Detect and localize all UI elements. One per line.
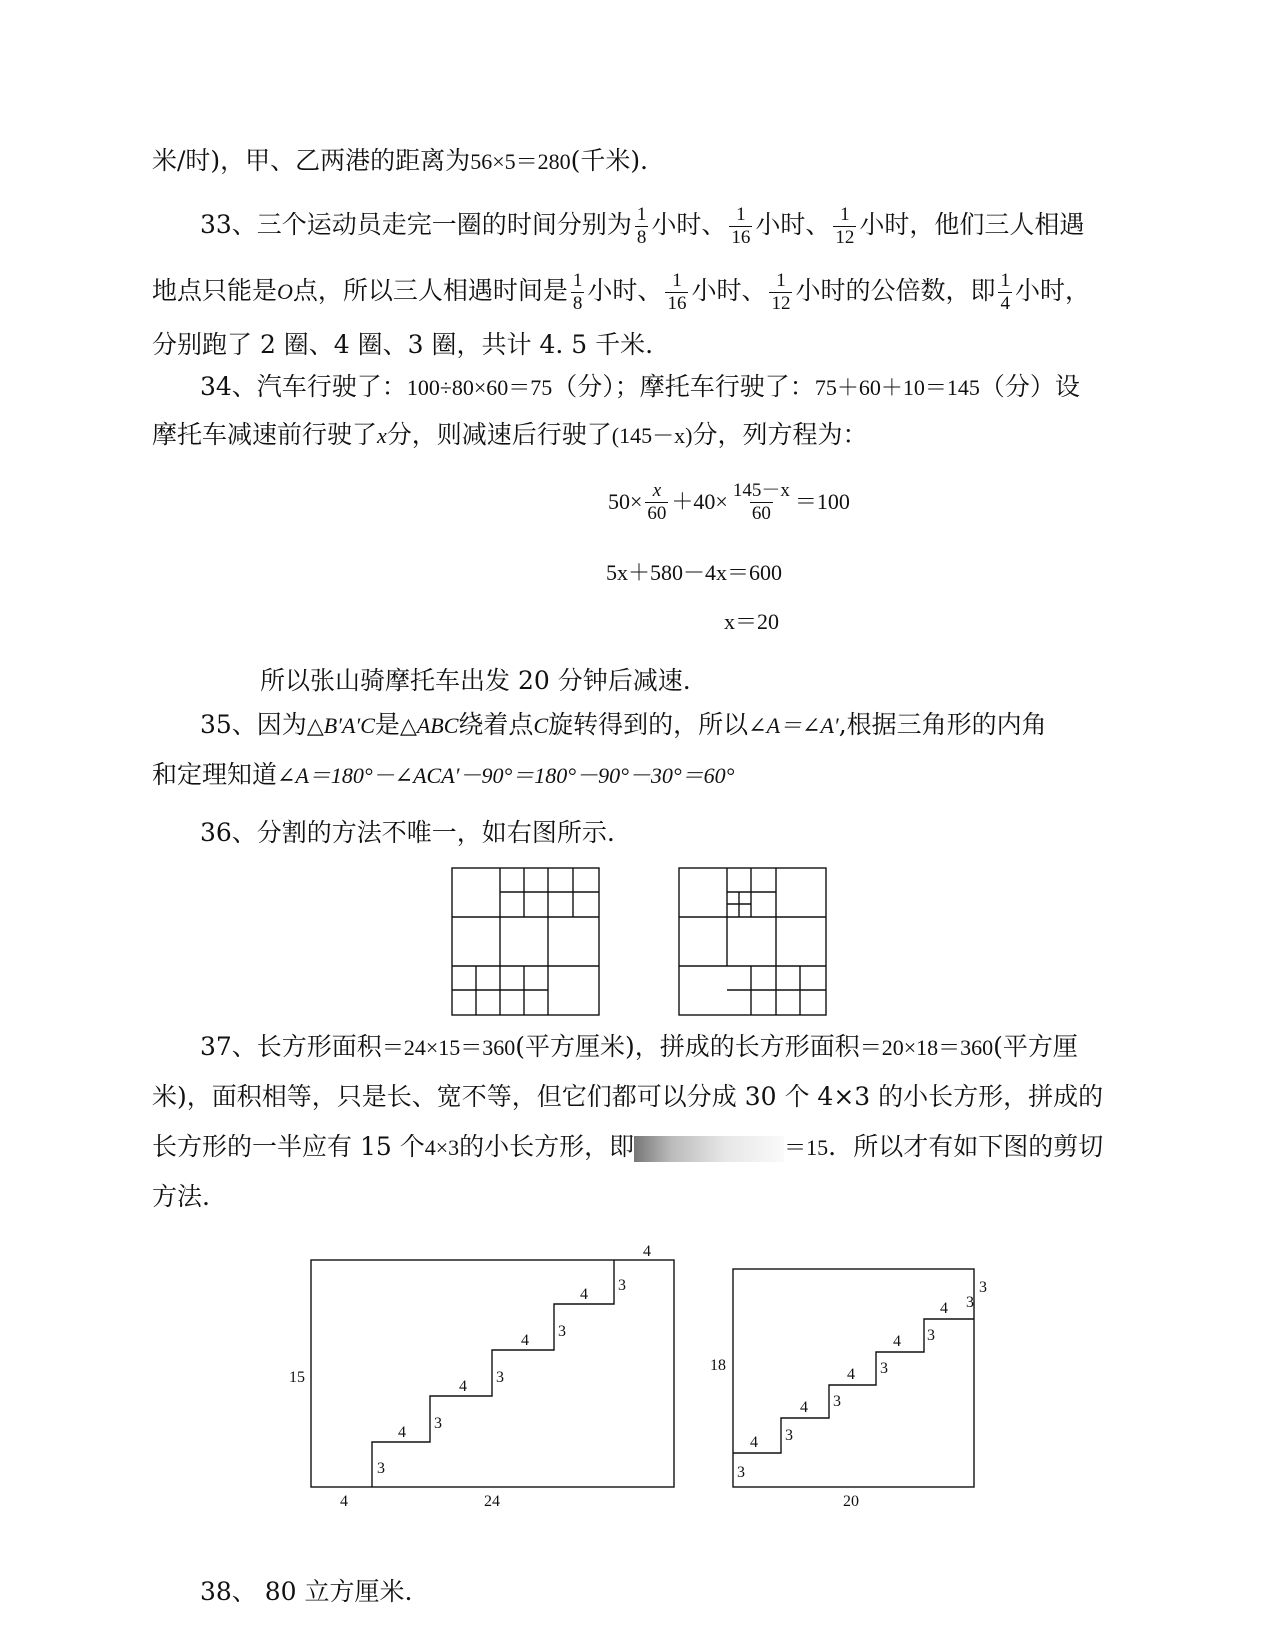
- label-20: 20: [843, 1493, 859, 1510]
- text: 即: [609, 1132, 635, 1161]
- step-label: 4: [847, 1366, 855, 1383]
- text: 地点只能是: [152, 276, 278, 305]
- text: 小时、: [691, 276, 767, 305]
- math: △ABC: [399, 713, 459, 738]
- math: C: [533, 713, 549, 738]
- text: ,根据三角形的内角: [838, 710, 1047, 739]
- text: 36、分割的方法不唯一，如右图所示.: [200, 818, 615, 847]
- text: (千米)．: [570, 146, 666, 175]
- text: 33、三个运动员走完一圈的时间分别为: [200, 210, 632, 239]
- math: ＝15: [784, 1135, 829, 1160]
- text: 34、汽车行驶了：: [200, 372, 407, 401]
- step-label: 4: [750, 1434, 758, 1451]
- math: O: [277, 279, 293, 304]
- fraction: $\frac{1}{8}$: [572, 270, 583, 314]
- fraction: $\frac{x}{60}$: [647, 480, 667, 524]
- text: 米/时)，甲、乙两港的距离为: [152, 146, 471, 175]
- math: ∠A＝∠A′: [748, 713, 839, 738]
- step-label: 4: [893, 1333, 901, 1350]
- step-label: 3: [737, 1464, 745, 1481]
- text: 和定理知道: [152, 760, 278, 789]
- text: 是: [374, 710, 400, 739]
- step-label: 3: [966, 1294, 974, 1311]
- fraction: $\frac{1}{4}$: [1000, 270, 1010, 314]
- math: x: [377, 423, 387, 448]
- text: 所以张山骑摩托车出发 20 分钟后减速.: [260, 666, 691, 695]
- text: 37、长方形面积: [200, 1032, 382, 1061]
- math: 75＋60＋10＝145: [814, 375, 980, 400]
- fraction: $\frac{1}{12}$: [771, 270, 791, 314]
- text: ．所以才有如下图的剪切: [828, 1132, 1104, 1161]
- label-15: 15: [289, 1369, 305, 1386]
- text: 分，列方程为：: [692, 420, 868, 449]
- text: 小时，他们三人相遇: [859, 210, 1085, 239]
- text: 绕着点: [458, 710, 534, 739]
- math: 56×5＝280: [470, 149, 571, 174]
- step-label: 3: [833, 1393, 841, 1410]
- text: 米)，面积相等，只是长、宽不等，但它们都可以分成 30 个 4×3 的小长方形，拼成的: [152, 1082, 1104, 1111]
- text: 分别跑了 2 圈、4 圈、3 圈，共计 4. 5 千米.: [152, 330, 654, 359]
- step-label: 4: [800, 1399, 808, 1416]
- step-label: 3: [618, 1277, 626, 1294]
- text: 分，则减速后行驶了: [386, 420, 612, 449]
- label-24: 24: [484, 1493, 500, 1510]
- step-label: 3: [880, 1360, 888, 1377]
- label-4: 4: [643, 1243, 651, 1260]
- math: ＝100: [794, 489, 850, 514]
- step-label: 4: [398, 1424, 406, 1441]
- text: 旋转得到的，所以: [548, 710, 749, 739]
- math: ∠A＝180°－∠ACA′－90°＝180°－90°－30°＝60°: [277, 763, 735, 788]
- step-label: 3: [927, 1327, 935, 1344]
- fraction: $\frac{145-x}{60}$: [732, 480, 790, 524]
- math: 100÷80×60＝75: [406, 375, 553, 400]
- step-label: 3: [377, 1460, 385, 1477]
- text: (平方厘: [993, 1032, 1078, 1061]
- fraction: $\frac{1}{12}$: [835, 204, 855, 248]
- text: 35、因为: [200, 710, 307, 739]
- step-label: 3: [496, 1369, 504, 1386]
- text: 点，所以三人相遇时间是: [292, 276, 568, 305]
- step-label: 3: [785, 1427, 793, 1444]
- label-3: 3: [979, 1279, 987, 1296]
- math: 5x＋580－4x＝600: [606, 560, 783, 585]
- fraction: $\frac{1}{8}$: [636, 204, 647, 248]
- text: 的小长方形，: [459, 1132, 610, 1161]
- math: 50×: [608, 489, 643, 514]
- fraction: $\frac{1}{16}$: [731, 204, 751, 248]
- step-label: 4: [940, 1300, 948, 1317]
- text: 长方形的一半应有 15 个: [152, 1132, 425, 1161]
- step-label: 4: [521, 1332, 529, 1349]
- step-label: 4: [580, 1286, 588, 1303]
- math: ＝24×15＝360: [381, 1035, 516, 1060]
- step-label: 3: [434, 1415, 442, 1432]
- label-18: 18: [710, 1357, 726, 1374]
- text: (平方厘米)，拼成的长方形面积: [515, 1032, 860, 1061]
- math: ＝20×18＝360: [859, 1035, 994, 1060]
- text: 小时，: [1014, 276, 1090, 305]
- text: 小时、: [651, 210, 727, 239]
- text: （分）设: [979, 372, 1080, 401]
- text: 38、 80 立方厘米.: [200, 1577, 413, 1606]
- text: 摩托车减速前行驶了: [152, 420, 378, 449]
- q36-grid-left: [452, 868, 599, 1015]
- text: （分）；摩托车行驶了：: [552, 372, 815, 401]
- math: (145－x): [611, 423, 693, 448]
- math: 4×3: [424, 1135, 460, 1160]
- step-label: 3: [558, 1323, 566, 1340]
- text: 小时、: [587, 276, 663, 305]
- q36-grid-right: [679, 868, 826, 1015]
- label-4: 4: [340, 1493, 348, 1510]
- math: ＋40×: [671, 489, 728, 514]
- text: 方法.: [152, 1182, 210, 1211]
- math: △B′A′C: [306, 713, 375, 738]
- q37-figure-left: [311, 1260, 674, 1487]
- fraction: $\frac{1}{16}$: [667, 270, 687, 314]
- text: 小时、: [755, 210, 831, 239]
- step-label: 4: [459, 1378, 467, 1395]
- math: x＝20: [724, 609, 780, 634]
- text: 小时的公倍数，即: [795, 276, 996, 305]
